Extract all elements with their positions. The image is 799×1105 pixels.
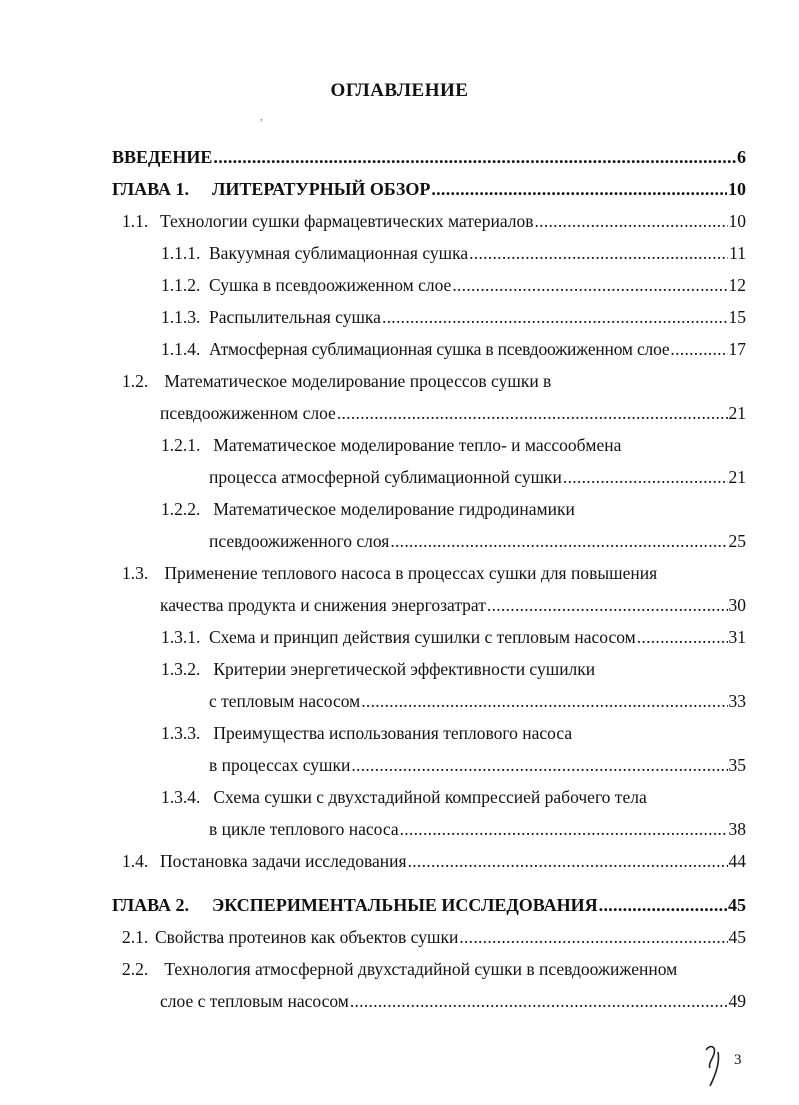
toc-entry-number: 1.4. (122, 851, 149, 871)
toc-entry-number: 1.2. (122, 371, 149, 391)
toc-entry-number: 2.1. (122, 927, 149, 947)
toc-entry-2-1[interactable] (122, 927, 746, 947)
leader-dots (431, 179, 727, 199)
toc-entry-title: Технология атмосферной двухстадийной сушки в псевдоожиженном (164, 959, 678, 979)
toc-entry-1-1-3[interactable] (161, 307, 746, 327)
toc-entry-number: 1.3.1. (161, 627, 201, 647)
leader-dots (599, 895, 727, 915)
toc-entry-2-2-line1[interactable] (122, 959, 677, 979)
toc-entry-page: 17 (728, 339, 746, 359)
toc-entry-page: 45 (728, 927, 746, 947)
toc-entry-1-2-1-line2[interactable] (209, 467, 746, 487)
toc-entry-page: 35 (728, 755, 746, 775)
toc-entry-1-1-1[interactable] (161, 243, 746, 263)
toc-entry-1-4[interactable] (122, 851, 746, 871)
toc-entry-page: 15 (728, 307, 746, 327)
toc-entry-number: 1.1.3. (161, 307, 201, 327)
toc-entry-page: 11 (729, 243, 746, 263)
leader-dots (390, 531, 727, 551)
leader-dots (337, 403, 728, 423)
toc-entry-title: Математическое моделирование процессов сушки в (164, 371, 552, 391)
toc-entry-page: 10 (728, 179, 746, 199)
toc-entry-number: 1.3.3. (161, 723, 201, 743)
toc-entry-1-3-line2[interactable] (160, 595, 746, 615)
toc-entry-title-cont: псевдоожиженного слоя (209, 531, 390, 551)
toc-entry-title-cont: процесса атмосферной сублимационной сушки (209, 467, 562, 487)
toc-entry-1-3-4-line1[interactable] (161, 787, 647, 807)
toc-entry-title: Сушка в псевдоожиженном слое (209, 275, 452, 295)
toc-entry-number: 1.3.4. (161, 787, 201, 807)
toc-entry-number: 1.1.1. (161, 243, 201, 263)
toc-entry-title: Применение теплового насоса в процессах сушки для повышения (164, 563, 658, 583)
toc-entry-title: Технологии сушки фармацевтических материалов (160, 211, 534, 231)
leader-dots (452, 275, 727, 295)
toc-entry-title: ЭКСПЕРИМЕНТАЛЬНЫЕ ИССЛЕДОВАНИЯ (212, 895, 598, 915)
toc-entry-title: Критерии энергетической эффективности сушилки (213, 659, 596, 679)
leader-dots (563, 467, 728, 487)
leader-dots (487, 595, 728, 615)
leader-dots (469, 243, 728, 263)
toc-entry-page: 33 (728, 691, 746, 711)
toc-entry-number: 1.3. (122, 563, 149, 583)
toc-entry-1-3-3-line2[interactable] (209, 755, 746, 775)
toc-entry-title: Математическое моделирование тепло- и массообмена (213, 435, 622, 455)
toc-entry-1-1[interactable] (122, 211, 746, 231)
toc-entry-1-3-4-line2[interactable] (209, 819, 746, 839)
toc-entry-page: 44 (728, 851, 746, 871)
leader-dots (361, 691, 727, 711)
toc-entry-number: 1.1.2. (161, 275, 201, 295)
toc-entry-1-3-line1[interactable] (122, 563, 657, 583)
toc-entry-page: 45 (728, 895, 746, 915)
toc-entry-number: 1.1. (122, 211, 149, 231)
toc-entry-introduction[interactable] (112, 147, 746, 167)
toc-entry-chapter-1[interactable] (112, 179, 746, 199)
toc-entry-number: 2.2. (122, 959, 149, 979)
toc-entry-title: Атмосферная сублимационная сушка в псевдоожиженном слое (209, 339, 670, 359)
toc-entry-title: Схема сушки с двухстадийной компрессией рабочего тела (213, 787, 647, 807)
toc-entry-title-cont: псевдоожиженном слое (160, 403, 336, 423)
toc-entry-page: 10 (728, 211, 746, 231)
toc-entry-page: 21 (728, 403, 746, 423)
page-number: 3 (734, 1052, 742, 1068)
toc-entry-1-2-1-line1[interactable] (161, 435, 621, 455)
toc-entry-1-3-2-line1[interactable] (161, 659, 595, 679)
toc-entry-title: Схема и принцип действия сушилки с тепловым насосом (209, 627, 636, 647)
toc-entry-title: Вакуумная сублимационная сушка (209, 243, 469, 263)
toc-entry-title: ВВЕДЕНИЕ (112, 147, 213, 167)
toc-entry-page: 21 (728, 467, 746, 487)
toc-entry-page: 6 (737, 147, 746, 167)
toc-entry-page: 38 (728, 819, 746, 839)
toc-entry-page: 25 (728, 531, 746, 551)
toc-entry-1-3-3-line1[interactable] (161, 723, 572, 743)
toc-entry-page: 30 (728, 595, 746, 615)
toc-entry-title-cont: в цикле теплового насоса (209, 819, 399, 839)
toc-entry-title: ЛИТЕРАТУРНЫЙ ОБЗОР (212, 179, 431, 199)
toc-entry-title: Свойства протеинов как объектов сушки (155, 927, 459, 947)
toc-entry-1-2-line1[interactable] (122, 371, 551, 391)
stray-mark: , (260, 112, 263, 123)
toc-entry-1-2-2-line1[interactable] (161, 499, 575, 519)
leader-dots (459, 927, 727, 947)
toc-entry-title-cont: качества продукта и снижения энергозатрат (160, 595, 486, 615)
toc-entry-title-cont: слое с тепловым насосом (160, 991, 349, 1011)
toc-entry-title-cont: в процессах сушки (209, 755, 351, 775)
toc-entry-page: 49 (728, 991, 746, 1011)
toc-entry-chapter-2[interactable] (112, 895, 746, 915)
toc-entry-number: 1.2.2. (161, 499, 201, 519)
toc-entry-1-1-4[interactable] (161, 339, 746, 359)
toc-entry-number: 1.2.1. (161, 435, 201, 455)
toc-entry-title-cont: с тепловым насосом (209, 691, 361, 711)
leader-dots (408, 851, 728, 871)
toc-entry-1-3-1[interactable] (161, 627, 746, 647)
toc-entry-number: 1.3.2. (161, 659, 201, 679)
leader-dots (400, 819, 728, 839)
leader-dots (213, 147, 736, 167)
leader-dots (670, 339, 727, 359)
toc-entry-title: Распылительная сушка (209, 307, 381, 327)
toc-entry-number: ГЛАВА 1. (112, 179, 190, 199)
leader-dots (382, 307, 728, 327)
toc-entry-1-3-2-line2[interactable] (209, 691, 746, 711)
toc-entry-1-2-2-line2[interactable] (209, 531, 746, 551)
toc-title: ОГЛАВЛЕНИЕ (330, 80, 469, 101)
toc-entry-title: Постановка задачи исследования (160, 851, 407, 871)
toc-entry-2-2-line2[interactable] (160, 991, 746, 1011)
leader-dots (351, 755, 727, 775)
toc-entry-number: ГЛАВА 2. (112, 895, 190, 915)
leader-dots (637, 627, 728, 647)
handwritten-signature (700, 1040, 730, 1090)
toc-entry-page: 12 (728, 275, 746, 295)
toc-entry-title: Преимущества использования теплового насоса (213, 723, 573, 743)
toc-entry-page: 31 (728, 627, 746, 647)
leader-dots (350, 991, 728, 1011)
leader-dots (534, 211, 727, 231)
toc-entry-1-1-2[interactable] (161, 275, 746, 295)
toc-entry-number: 1.1.4. (161, 339, 201, 359)
toc-entry-title: Математическое моделирование гидродинамики (213, 499, 575, 519)
toc-entry-1-2-line2[interactable] (160, 403, 746, 423)
